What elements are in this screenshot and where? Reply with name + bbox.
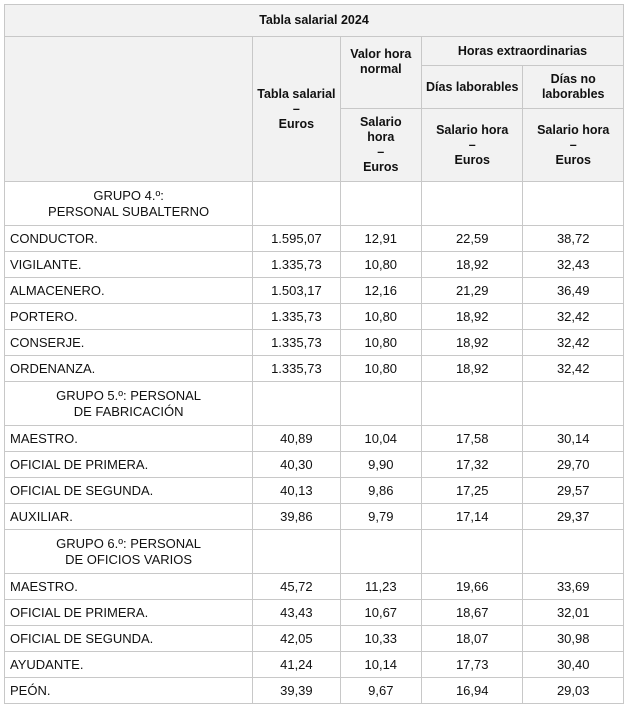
salary-table — [4, 4, 624, 704]
header-text: Euros — [454, 152, 490, 167]
cell-tabla-salarial: 40,30 — [253, 452, 340, 478]
cell-valor-hora: 10,33 — [340, 626, 421, 652]
cell-valor-hora: 12,91 — [340, 226, 421, 252]
header-text: Valor hora normal — [350, 47, 412, 76]
table-title: Tabla salarial 2024 — [5, 5, 624, 37]
group-empty-cell — [421, 382, 522, 426]
cell-tabla-salarial: 40,13 — [253, 478, 340, 504]
table-row — [5, 478, 624, 504]
table-row — [5, 452, 624, 478]
cell-dias-laborables: 18,07 — [421, 626, 522, 652]
cell-dias-no-laborables: 32,42 — [523, 356, 624, 382]
cell-category: CONDUCTOR. — [5, 226, 253, 252]
cell-dias-no-laborables: 32,01 — [523, 600, 624, 626]
cell-category: MAESTRO. — [5, 426, 253, 452]
table-row — [5, 574, 624, 600]
cell-valor-hora: 9,86 — [340, 478, 421, 504]
cell-dias-laborables: 17,14 — [421, 504, 522, 530]
header-text: Tabla salarial — [257, 86, 336, 101]
cell-valor-hora: 10,67 — [340, 600, 421, 626]
cell-tabla-salarial: 1.335,73 — [253, 304, 340, 330]
cell-dias-no-laborables: 30,14 — [523, 426, 624, 452]
header-text: Salario hora — [436, 122, 509, 137]
cell-tabla-salarial: 42,05 — [253, 626, 340, 652]
group-label-line: PERSONAL SUBALTERNO — [48, 203, 210, 219]
cell-dias-no-laborables: 29,70 — [523, 452, 624, 478]
cell-valor-hora: 9,67 — [340, 678, 421, 704]
header-tabla-salarial — [253, 37, 340, 182]
group-label-line: DE FABRICACIÓN — [73, 403, 184, 419]
cell-dias-laborables: 17,58 — [421, 426, 522, 452]
header-text: Euros — [278, 116, 315, 131]
group-empty-cell — [253, 182, 340, 226]
cell-valor-hora: 10,80 — [340, 330, 421, 356]
cell-dias-laborables: 18,92 — [421, 252, 522, 278]
group-label — [5, 382, 253, 426]
group-empty-cell — [340, 530, 421, 574]
cell-dias-laborables: 18,92 — [421, 330, 522, 356]
cell-tabla-salarial: 1.335,73 — [253, 330, 340, 356]
header-horas-extra: Horas extraordinarias — [421, 37, 623, 66]
group-label — [5, 182, 253, 226]
cell-tabla-salarial: 39,86 — [253, 504, 340, 530]
group-label-line: GRUPO 6.º: PERSONAL — [56, 535, 202, 551]
cell-dias-no-laborables: 30,40 — [523, 652, 624, 678]
header-dash: – — [569, 137, 577, 152]
cell-category: OFICIAL DE SEGUNDA. — [5, 626, 253, 652]
header-text: Euros — [363, 160, 399, 174]
cell-valor-hora: 10,80 — [340, 304, 421, 330]
header-salario-hora-lab — [421, 109, 522, 182]
group-row — [5, 182, 624, 226]
cell-tabla-salarial: 41,24 — [253, 652, 340, 678]
table-row — [5, 304, 624, 330]
cell-valor-hora: 9,79 — [340, 504, 421, 530]
cell-category: OFICIAL DE PRIMERA. — [5, 600, 253, 626]
cell-category: ORDENANZA. — [5, 356, 253, 382]
cell-tabla-salarial: 1.335,73 — [253, 356, 340, 382]
cell-tabla-salarial: 40,89 — [253, 426, 340, 452]
header-text: Salario hora — [537, 122, 610, 137]
header-salario-hora-nolab — [523, 109, 624, 182]
cell-tabla-salarial: 1.335,73 — [253, 252, 340, 278]
cell-dias-no-laborables: 32,42 — [523, 330, 624, 356]
cell-tabla-salarial: 1.595,07 — [253, 226, 340, 252]
group-label-line: GRUPO 5.º: PERSONAL — [56, 387, 202, 403]
group-empty-cell — [253, 382, 340, 426]
cell-valor-hora: 11,23 — [340, 574, 421, 600]
cell-dias-no-laborables: 30,98 — [523, 626, 624, 652]
cell-dias-no-laborables: 38,72 — [523, 226, 624, 252]
cell-category: CONSERJE. — [5, 330, 253, 356]
group-empty-cell — [340, 182, 421, 226]
cell-category: VIGILANTE. — [5, 252, 253, 278]
group-label-line: GRUPO 4.º: — [93, 187, 164, 203]
cell-valor-hora: 9,90 — [340, 452, 421, 478]
cell-tabla-salarial: 45,72 — [253, 574, 340, 600]
table-row — [5, 252, 624, 278]
cell-category: PEÓN. — [5, 678, 253, 704]
cell-dias-laborables: 21,29 — [421, 278, 522, 304]
table-row — [5, 278, 624, 304]
cell-dias-laborables: 17,32 — [421, 452, 522, 478]
group-empty-cell — [421, 530, 522, 574]
group-empty-cell — [340, 382, 421, 426]
group-empty-cell — [253, 530, 340, 574]
table-row — [5, 678, 624, 704]
cell-dias-no-laborables: 32,43 — [523, 252, 624, 278]
cell-category: OFICIAL DE SEGUNDA. — [5, 478, 253, 504]
cell-dias-no-laborables: 36,49 — [523, 278, 624, 304]
table-row — [5, 626, 624, 652]
table-row — [5, 330, 624, 356]
cell-category: ALMACENERO. — [5, 278, 253, 304]
table-row — [5, 356, 624, 382]
cell-dias-laborables: 19,66 — [421, 574, 522, 600]
cell-valor-hora: 10,14 — [340, 652, 421, 678]
header-dash: – — [468, 137, 476, 152]
cell-dias-laborables: 16,94 — [421, 678, 522, 704]
header-valor-hora — [340, 37, 421, 109]
group-label — [5, 530, 253, 574]
cell-category: AYUDANTE. — [5, 652, 253, 678]
header-dash: – — [377, 145, 385, 159]
table-row — [5, 226, 624, 252]
cell-tabla-salarial: 43,43 — [253, 600, 340, 626]
table-row — [5, 504, 624, 530]
cell-dias-no-laborables: 33,69 — [523, 574, 624, 600]
table-row — [5, 426, 624, 452]
table-body — [5, 182, 624, 704]
group-label-line: DE OFICIOS VARIOS — [65, 551, 193, 567]
header-blank — [5, 37, 253, 182]
header-text: Salario — [359, 115, 402, 129]
group-empty-cell — [523, 530, 624, 574]
cell-category: OFICIAL DE PRIMERA. — [5, 452, 253, 478]
cell-valor-hora: 10,80 — [340, 356, 421, 382]
group-row — [5, 382, 624, 426]
cell-dias-laborables: 17,73 — [421, 652, 522, 678]
group-empty-cell — [523, 382, 624, 426]
header-dias-no-laborables: Días no laborables — [523, 66, 624, 109]
cell-dias-laborables: 18,92 — [421, 356, 522, 382]
cell-valor-hora: 10,04 — [340, 426, 421, 452]
cell-category: MAESTRO. — [5, 574, 253, 600]
header-text: hora — [367, 130, 395, 144]
header-dash: – — [292, 101, 300, 116]
cell-dias-no-laborables: 29,57 — [523, 478, 624, 504]
table-row — [5, 652, 624, 678]
cell-tabla-salarial: 39,39 — [253, 678, 340, 704]
cell-category: AUXILIAR. — [5, 504, 253, 530]
group-row — [5, 530, 624, 574]
cell-dias-laborables: 22,59 — [421, 226, 522, 252]
cell-dias-laborables: 17,25 — [421, 478, 522, 504]
header-salario-hora-normal — [340, 109, 421, 182]
cell-dias-no-laborables: 32,42 — [523, 304, 624, 330]
cell-valor-hora: 10,80 — [340, 252, 421, 278]
header-text: Euros — [555, 152, 591, 167]
group-empty-cell — [421, 182, 522, 226]
table-row — [5, 600, 624, 626]
cell-dias-laborables: 18,92 — [421, 304, 522, 330]
cell-dias-laborables: 18,67 — [421, 600, 522, 626]
cell-category: PORTERO. — [5, 304, 253, 330]
cell-valor-hora: 12,16 — [340, 278, 421, 304]
group-empty-cell — [523, 182, 624, 226]
cell-tabla-salarial: 1.503,17 — [253, 278, 340, 304]
header-dias-laborables: Días laborables — [421, 66, 522, 109]
cell-dias-no-laborables: 29,03 — [523, 678, 624, 704]
cell-dias-no-laborables: 29,37 — [523, 504, 624, 530]
